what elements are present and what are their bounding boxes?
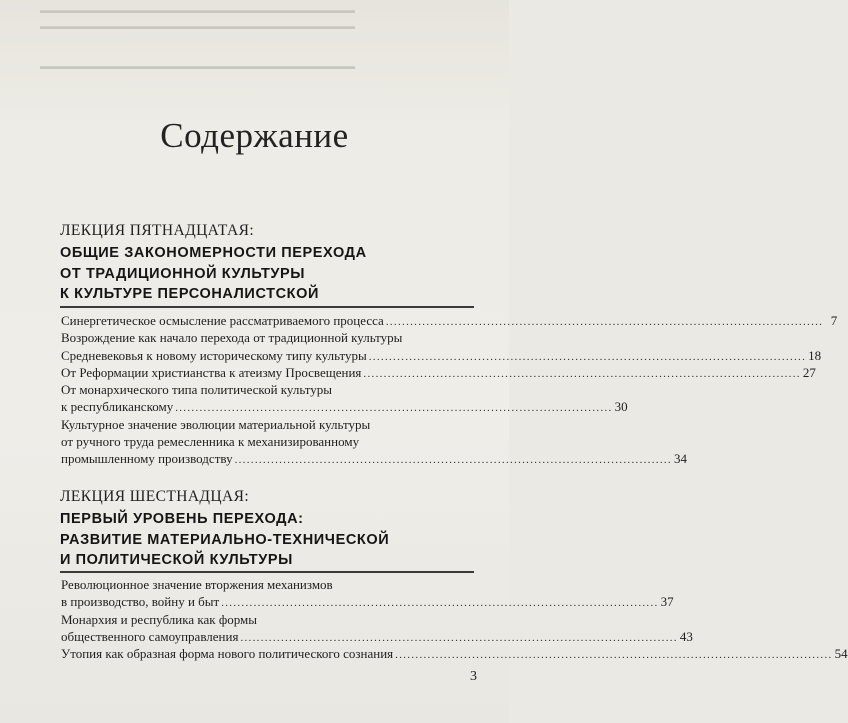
toc-page-number: 34 <box>673 451 687 467</box>
toc-entry[interactable] <box>61 329 822 364</box>
dot-leader: ............................................................................................................ <box>240 631 678 644</box>
dot-leader: ............................................................................................................ <box>368 350 807 363</box>
toc-entry[interactable] <box>61 611 693 646</box>
toc-entry-text: Средневековья к новому историческому типу культуры <box>61 347 367 363</box>
toc-entry-text: Синергетическое осмысление рассматриваемого процесса <box>61 313 384 328</box>
toc-entry[interactable] <box>61 416 687 468</box>
toc-entry-text: Утопия как образная форма нового политического сознания <box>61 646 394 662</box>
toc-entry-text: к республиканскому <box>61 399 174 415</box>
lecture-heading-line: ОБЩИЕ ЗАКОНОМЕРНОСТИ ПЕРЕХОДА <box>60 245 367 261</box>
lecture-heading-line: К КУЛЬТУРЕ ПЕРСОНАЛИСТСКОЙ <box>60 286 320 302</box>
dot-leader: ............................................................................................................ <box>363 367 801 380</box>
toc-entry-text: От монархического типа политической культуры <box>61 382 333 398</box>
toc-entry-text: в производство, войну и быт <box>61 594 220 610</box>
toc-page-number: 54 <box>834 646 848 662</box>
dot-leader: ............................................................................................................ <box>385 316 824 328</box>
page-title: Содержание <box>160 116 349 155</box>
toc-page-number: 37 <box>660 594 674 610</box>
lecture-heading-line: РАЗВИТИЕ МАТЕРИАЛЬНО-ТЕХНИЧЕСКОЙ <box>60 531 390 548</box>
section-rule <box>60 306 474 308</box>
lecture-label: ЛЕКЦИЯ ШЕСТНАДЦАЯ: <box>60 488 250 505</box>
dot-leader: ............................................................................................................ <box>395 649 833 662</box>
toc-page-number: 30 <box>614 399 628 415</box>
toc-entry-text: общественного самоуправления <box>61 628 239 644</box>
lecture-heading-line: ПЕРВЫЙ УРОВЕНЬ ПЕРЕХОДА: <box>60 511 304 527</box>
page-number: 3 <box>470 669 477 684</box>
toc-page-number: 27 <box>802 364 816 380</box>
toc-page-number: 18 <box>808 347 822 363</box>
toc-entry[interactable] <box>61 576 674 611</box>
toc-entry[interactable] <box>61 381 628 416</box>
toc-entry-text: Революционное значение вторжения механизмов <box>61 577 333 592</box>
toc-entry[interactable] <box>61 312 838 329</box>
toc-entry[interactable] <box>61 364 816 381</box>
lecture-heading <box>60 243 367 305</box>
toc-entry-text: промышленному производству <box>61 451 233 467</box>
dot-leader: ............................................................................................................ <box>175 402 613 415</box>
toc-entry-text: От Реформации христианства к атеизму Просвещения <box>61 364 362 380</box>
show-through-texture: ▬▬▬▬▬▬▬▬▬▬▬▬▬▬▬▬▬▬▬▬▬▬▬▬▬▬▬▬▬▬▬▬▬▬▬ <box>40 61 355 71</box>
toc-entries <box>61 312 838 468</box>
lecture-heading-line: ОТ ТРАДИЦИОННОЙ КУЛЬТУРЫ <box>60 265 306 282</box>
lecture-heading-line: И ПОЛИТИЧЕСКОЙ КУЛЬТУРЫ <box>60 552 293 568</box>
toc-page-number: 7 <box>830 313 838 328</box>
toc-entry-text: Культурное значение эволюции материальной культуры <box>61 416 371 432</box>
toc-entry-text: от ручного труда ремесленника к механизированному <box>61 434 360 450</box>
section-rule <box>60 571 474 573</box>
toc-entry[interactable] <box>61 645 848 662</box>
toc-entries <box>61 576 848 662</box>
toc-entry-text: Возрождение как начало перехода от традиционной культуры <box>61 330 403 346</box>
dot-leader: ............................................................................................................ <box>221 597 659 610</box>
toc-entry-text: Монархия и республика как формы <box>61 611 258 627</box>
show-through-texture: ▬▬▬▬▬▬▬▬▬▬▬▬▬▬▬▬▬▬▬▬▬▬▬▬▬▬▬▬▬▬▬▬▬▬▬ <box>40 21 355 31</box>
lecture-label: ЛЕКЦИЯ ПЯТНАДЦАТАЯ: <box>60 222 255 239</box>
lecture-heading <box>60 509 389 571</box>
toc-page-number: 43 <box>679 628 693 644</box>
show-through-texture: ▬▬▬▬▬▬▬▬▬▬▬▬▬▬▬▬▬▬▬▬▬▬▬▬▬▬▬▬▬▬▬▬▬▬▬ <box>40 5 355 15</box>
dot-leader: ............................................................................................................ <box>234 454 672 467</box>
